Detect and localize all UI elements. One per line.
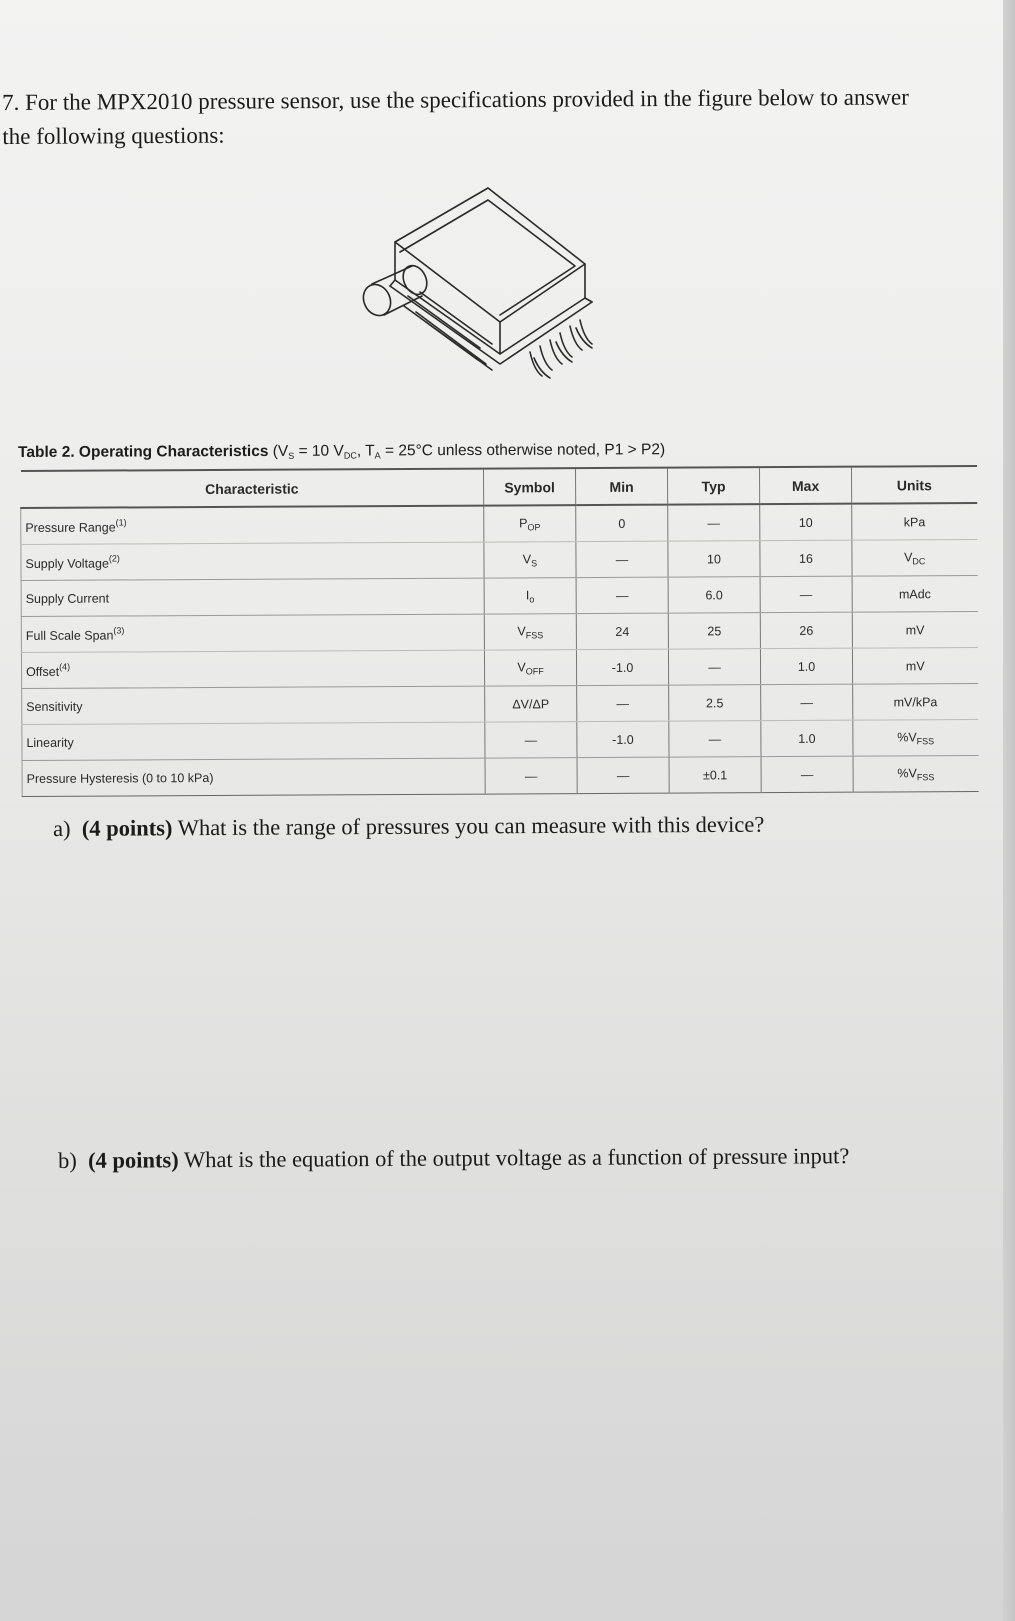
characteristic-name: Offset <box>26 664 60 679</box>
table-caption-title: Table 2. Operating Characteristics <box>18 442 269 461</box>
table-row <box>22 719 978 760</box>
col-header-units: Units <box>851 466 976 504</box>
cell-units <box>853 719 978 756</box>
characteristic-name: Linearity <box>26 735 74 750</box>
cell-typ <box>669 685 761 721</box>
typ-value: 25 <box>707 623 722 638</box>
cell-max <box>760 648 852 684</box>
page-edge <box>1003 0 1015 1621</box>
part-a-label: a) <box>53 815 71 841</box>
cell-characteristic <box>21 542 484 580</box>
min-value: — <box>615 588 629 603</box>
operating-characteristics-table <box>20 465 978 797</box>
characteristic-name: Full Scale Span <box>25 628 114 643</box>
caption-sub: S <box>288 450 295 461</box>
max-value: 16 <box>798 551 813 566</box>
min-value: — <box>616 696 630 711</box>
footnote-marker: (4) <box>59 661 71 672</box>
part-a-points: (4 points) <box>81 815 173 841</box>
table-row <box>21 575 977 616</box>
max-value: — <box>800 767 814 782</box>
sensor-package-drawing <box>360 182 650 407</box>
cell-characteristic <box>21 506 484 545</box>
units-main: %V <box>897 729 917 744</box>
max-value: 1.0 <box>798 731 816 746</box>
typ-value: — <box>707 515 721 530</box>
cell-min <box>576 649 668 685</box>
symbol-main: V <box>517 623 526 638</box>
caption-part: , T <box>356 442 375 460</box>
table-row <box>21 647 977 688</box>
cell-min <box>577 757 669 793</box>
cell-typ <box>668 613 760 649</box>
min-value: 0 <box>618 516 626 531</box>
max-value: 10 <box>798 515 813 530</box>
cell-typ <box>669 757 761 793</box>
units-sub: FSS <box>916 735 935 746</box>
table-caption <box>18 441 665 462</box>
part-a-question <box>53 812 764 842</box>
cell-typ <box>668 504 760 541</box>
cell-units <box>852 647 977 684</box>
units-main: mAdc <box>898 586 931 601</box>
symbol-main: P <box>519 515 528 530</box>
cell-characteristic <box>21 650 484 688</box>
part-b-points: (4 points) <box>87 1147 179 1173</box>
symbol-sub: OP <box>527 521 541 532</box>
cell-characteristic <box>22 758 485 796</box>
cell-characteristic <box>22 686 485 724</box>
symbol-sub: FSS <box>525 629 544 640</box>
cell-units <box>852 503 977 540</box>
cell-max <box>761 720 853 756</box>
col-header-max: Max <box>759 467 851 504</box>
units-main: mV <box>905 622 925 637</box>
max-value: 26 <box>799 623 814 638</box>
typ-value: 10 <box>706 551 721 566</box>
characteristic-name: Pressure Range <box>25 520 116 535</box>
symbol-main: — <box>524 732 538 747</box>
cell-symbol <box>484 542 576 578</box>
cell-symbol <box>485 722 577 758</box>
cell-units <box>852 611 977 648</box>
symbol-main: — <box>524 768 538 783</box>
units-main: V <box>904 549 913 564</box>
cell-min <box>577 685 669 721</box>
col-header-min: Min <box>575 468 667 505</box>
units-main: mV <box>905 658 925 673</box>
table-header-row <box>21 466 977 508</box>
min-value: 24 <box>615 624 630 639</box>
cell-max <box>761 756 853 792</box>
symbol-sub: S <box>531 557 538 568</box>
cell-symbol <box>484 650 576 686</box>
question-line-1: 7. For the MPX2010 pressure sensor, use the specifications provided in the figure below to answer <box>2 84 909 115</box>
cell-characteristic <box>21 614 484 652</box>
symbol-sub: o <box>529 593 535 604</box>
symbol-main: V <box>517 659 526 674</box>
part-b-question <box>58 1143 849 1174</box>
units-main: kPa <box>903 514 926 529</box>
cell-typ <box>668 541 760 577</box>
cell-units <box>852 575 977 612</box>
typ-value: ±0.1 <box>702 767 728 782</box>
table-row <box>21 611 977 652</box>
cell-min <box>576 577 668 613</box>
caption-part: = 25°C unless otherwise noted, P1 > P2) <box>380 441 666 460</box>
min-value: — <box>615 552 629 567</box>
cell-min <box>576 541 668 577</box>
cell-units <box>853 755 978 792</box>
col-header-symbol: Symbol <box>483 468 575 505</box>
cell-max <box>760 504 852 541</box>
caption-sub: A <box>374 450 381 461</box>
characteristic-name: Supply Current <box>25 591 110 606</box>
typ-value: — <box>708 659 721 674</box>
cell-characteristic <box>22 722 485 760</box>
typ-value: 2.5 <box>705 695 724 710</box>
question-line-2: the following questions: <box>2 122 225 149</box>
cell-symbol <box>484 505 576 542</box>
symbol-sub: OFF <box>525 665 544 676</box>
table-row <box>21 539 977 580</box>
cell-units <box>853 683 978 720</box>
symbol-main: I <box>525 587 530 602</box>
units-sub: FSS <box>916 771 935 782</box>
min-value: -1.0 <box>611 660 634 675</box>
min-value: — <box>616 768 630 783</box>
cell-min <box>577 721 669 757</box>
part-a-text: What is the range of pressures you can measure with this device? <box>172 811 765 841</box>
units-main: mV/kPa <box>893 694 938 709</box>
cell-max <box>760 576 852 612</box>
cell-typ <box>668 649 760 685</box>
cell-typ <box>668 577 760 613</box>
table-row <box>21 503 977 545</box>
characteristic-name: Pressure Hysteresis (0 to 10 kPa) <box>26 770 214 786</box>
caption-part: (V <box>272 442 289 460</box>
cell-characteristic <box>21 578 484 616</box>
cell-max <box>760 612 852 648</box>
cell-units <box>852 539 977 576</box>
symbol-main: V <box>522 551 532 566</box>
table-row <box>22 683 978 724</box>
cell-min <box>576 505 668 542</box>
units-sub: DC <box>912 555 926 566</box>
footnote-marker: (3) <box>113 625 125 636</box>
part-b-text: What is the equation of the output voltage as a function of pressure input? <box>178 1143 850 1173</box>
col-header-typ: Typ <box>667 467 759 504</box>
units-main: %V <box>897 765 917 780</box>
footnote-marker: (2) <box>108 553 120 564</box>
typ-value: — <box>708 731 722 746</box>
max-value: 1.0 <box>797 659 816 674</box>
characteristic-name: Sensitivity <box>26 699 83 714</box>
characteristic-name: Supply Voltage <box>25 556 109 571</box>
cell-symbol <box>485 686 577 722</box>
caption-part: = 10 V <box>294 442 344 460</box>
max-value: — <box>800 695 814 710</box>
col-header-characteristic: Characteristic <box>21 469 484 508</box>
min-value: -1.0 <box>612 732 634 747</box>
typ-value: 6.0 <box>705 587 723 602</box>
question-text <box>2 80 1002 154</box>
cell-min <box>576 613 668 649</box>
max-value: — <box>799 587 813 602</box>
footnote-marker: (1) <box>115 517 127 528</box>
cell-typ <box>669 721 761 757</box>
cell-symbol <box>485 758 577 794</box>
part-b-label: b) <box>58 1147 77 1173</box>
caption-sub: DC <box>343 450 357 461</box>
table-row <box>22 755 978 796</box>
cell-max <box>760 540 852 576</box>
cell-symbol <box>484 578 576 614</box>
cell-symbol <box>484 614 576 650</box>
symbol-main: ΔV/ΔP <box>512 696 550 711</box>
cell-max <box>761 684 853 720</box>
